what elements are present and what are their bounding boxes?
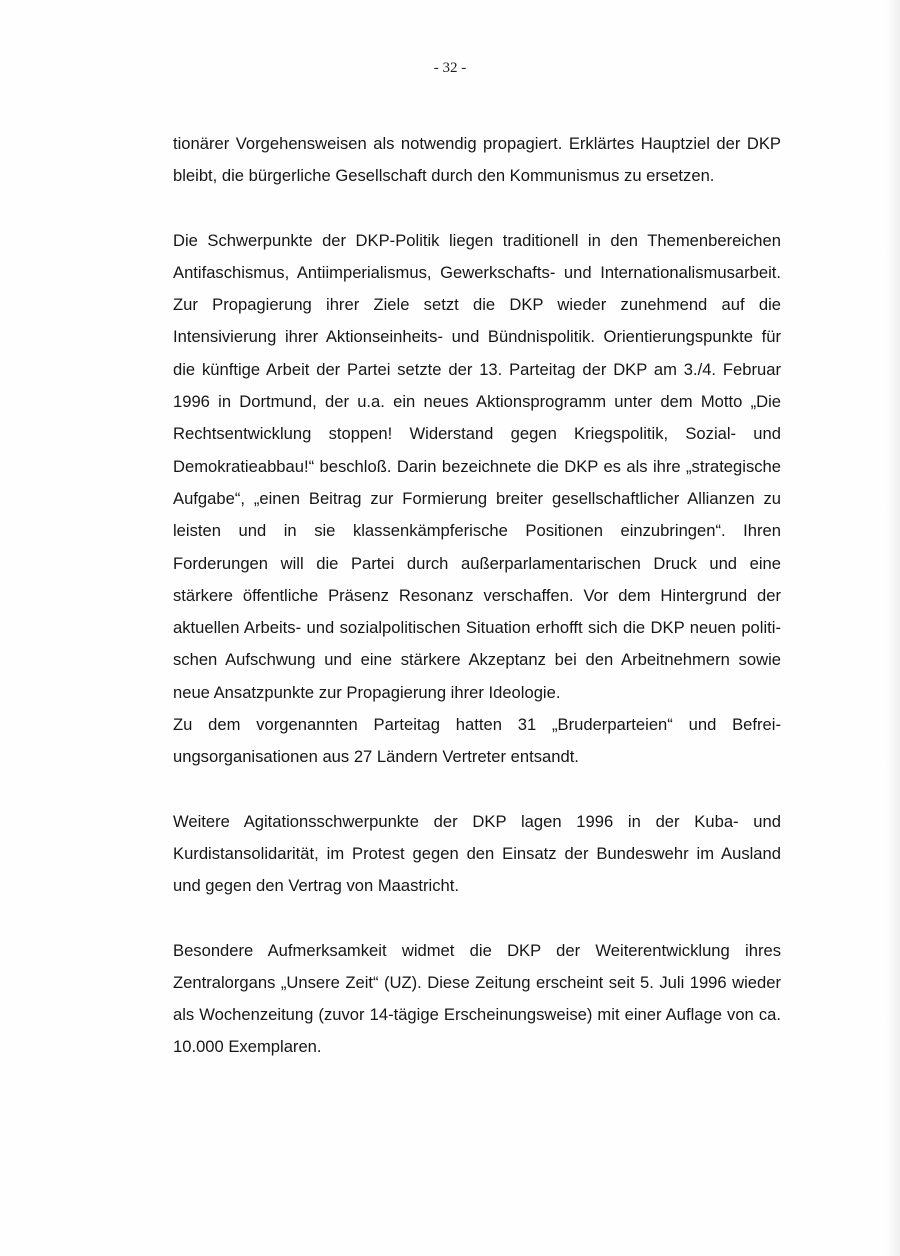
page-number: - 32 - [433, 60, 467, 76]
body-text [173, 128, 781, 1064]
paragraph-dkp-politics: Die Schwerpunkte der DKP-Politik liegen traditionell in den Themenbereichen Antifaschismus, Antiimperialismus, Gewerkschafts- und Internationalismusarbeit. Zur Propagierung ihrer Ziele setzt die DKP wieder zunehmend auf die Intensivierung ihrer Aktionseinheits- und Bündnispolitik. Orientierungspunkte für die künftige Arbeit der Partei setzte der 13. Parteitag der DKP am 3./4. Februar 1996 in Dortmund, der u.a. ein neues Aktionsprogramm unter dem Motto „Die Rechtsentwicklung stoppen! Widerstand gegen Kriegspolitik, Sozial- und Demokratieabbau!“ beschloß. Darin bezeichnete die DKP es als ihre „strategische Aufgabe“, „einen Beitrag zur Formierung breiter gesellschaftlicher Allianzen zu leisten und in sie klassenkämpferische Positionen einzubringen“. Ihren Forderungen will die Partei durch außerparlamentarischen Druck und eine stärkere öffentliche Präsenz Resonanz verschaffen. Vor dem Hintergrund der aktuellen Arbeits- und sozialpolitischen Situation erhofft sich die DKP neuen politischen Aufschwung und eine stärkere Akzeptanz bei den Arbeitnehmern sowie neue Ansatzpunkte zur Propagierung ihrer Ideologie. [173, 230, 781, 702]
paragraph-intro-continuation: tionärer Vorgehensweisen als notwendig propagiert. Erklärtes Hauptziel der DKP bleibt, die bürgerliche Gesellschaft durch den Kommunismus zu ersetzen. [173, 134, 781, 186]
paragraph-agitation-focus: Weitere Agitationsschwerpunkte der DKP lagen 1996 in der Kuba- und Kurdistansolidarität, im Protest gegen den Einsatz der Bundeswehr im Ausland und gegen den Vertrag von Maastricht. [173, 811, 781, 896]
page-edge-shadow [886, 0, 900, 1256]
paragraph-party-congress-guests: Zu dem vorgenannten Parteitag hatten 31 „Bruderparteien“ und Befreiungsorganisationen aus 27 Ländern Vertreter entsandt. [173, 715, 781, 767]
paragraph-central-organ: Besondere Aufmerksamkeit widmet die DKP der Weiterentwicklung ihres Zentralorgans „Unsere Zeit“ (UZ). Diese Zeitung erscheint seit 5. Juli 1996 wieder als Wochenzeitung (zuvor 14-tägige Erscheinungsweise) mit einer Auflage von ca. 10.000 Exemplaren. [173, 940, 781, 1057]
